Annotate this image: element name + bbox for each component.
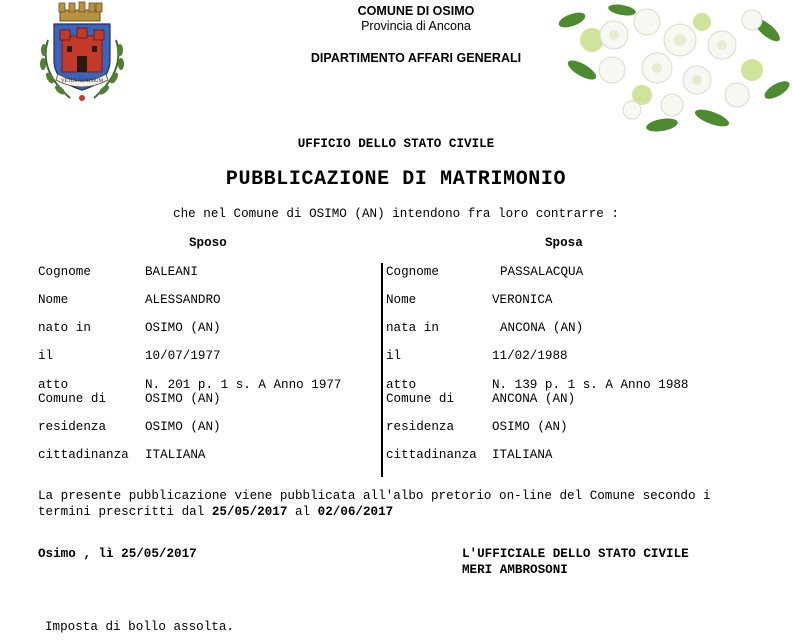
sposo-label-atto: atto — [38, 378, 69, 392]
sposo-label-il: il — [38, 349, 54, 363]
sposa-label-il: il — [386, 349, 402, 363]
sposo-heading: Sposo — [189, 236, 227, 250]
sposa-value-cittadinanza: ITALIANA — [492, 448, 553, 462]
sposa-label-nata: nata in — [386, 321, 439, 335]
sposo-label-residenza: residenza — [38, 420, 107, 434]
ufficio-heading: UFFICIO DELLO STATO CIVILE — [297, 137, 495, 151]
crest-motto: VETUS AUXIMUM — [60, 79, 104, 84]
sposo-value-comune: OSIMO (AN) — [145, 392, 221, 406]
bollo-note: Imposta di bollo assolta. — [45, 620, 234, 634]
header-provincia: Provincia di Ancona — [361, 19, 471, 33]
sposa-value-residenza: OSIMO (AN) — [492, 420, 568, 434]
intro-text: che nel Comune di OSIMO (AN) intendono fra loro contrarre : — [173, 207, 619, 221]
notice-prefix: termini prescritti dal — [38, 505, 212, 519]
sposa-label-atto: atto — [386, 378, 417, 392]
sposa-label-cognome: Cognome — [386, 265, 439, 279]
sposo-value-atto: N. 201 p. 1 s. A Anno 1977 — [145, 378, 342, 392]
sposo-label-cognome: Cognome — [38, 265, 91, 279]
officer-name: MERI AMBROSONI — [462, 563, 568, 577]
sposa-value-cognome: PASSALACQUA — [500, 265, 584, 279]
sposa-value-nome: VERONICA — [492, 293, 553, 307]
comune-crest-logo — [30, 0, 134, 104]
officer-title: L'UFFICIALE DELLO STATO CIVILE — [462, 547, 689, 561]
place-date: Osimo , lì 25/05/2017 — [38, 547, 197, 561]
notice-line-2 — [38, 505, 393, 519]
notice-date-to: 02/06/2017 — [317, 505, 394, 519]
sposa-label-residenza: residenza — [386, 420, 455, 434]
sposo-label-comune: Comune di — [38, 392, 107, 406]
sposo-value-nato: OSIMO (AN) — [145, 321, 221, 335]
sposa-label-nome: Nome — [386, 293, 417, 307]
sposo-value-cittadinanza: ITALIANA — [145, 448, 206, 462]
notice-line-1: La presente pubblicazione viene pubblicata all'albo pretorio on-line del Comune secondo i — [38, 489, 711, 503]
sposo-value-residenza: OSIMO (AN) — [145, 420, 221, 434]
sposa-label-cittadinanza: cittadinanza — [386, 448, 477, 462]
sposo-value-il: 10/07/1977 — [145, 349, 221, 363]
sposo-label-nato: nato in — [38, 321, 91, 335]
sposo-value-nome: ALESSANDRO — [145, 293, 221, 307]
header-dipartimento: DIPARTIMENTO AFFARI GENERALI — [310, 51, 522, 65]
sposa-value-atto: N. 139 p. 1 s. A Anno 1988 — [492, 378, 689, 392]
header-comune: COMUNE DI OSIMO — [357, 4, 475, 18]
sposo-value-cognome: BALEANI — [145, 265, 198, 279]
column-divider — [381, 263, 383, 477]
sposa-value-nata: ANCONA (AN) — [500, 321, 584, 335]
sposa-label-comune: Comune di — [386, 392, 455, 406]
sposa-value-comune: ANCONA (AN) — [492, 392, 576, 406]
notice-mid: al — [287, 505, 318, 519]
document-title: PUBBLICAZIONE DI MATRIMONIO — [225, 168, 567, 191]
flower-bouquet-image — [552, 0, 792, 138]
sposo-label-cittadinanza: cittadinanza — [38, 448, 129, 462]
notice-date-from: 25/05/2017 — [211, 505, 288, 519]
sposo-label-nome: Nome — [38, 293, 69, 307]
sposa-heading: Sposa — [545, 236, 583, 250]
sposa-value-il: 11/02/1988 — [492, 349, 568, 363]
